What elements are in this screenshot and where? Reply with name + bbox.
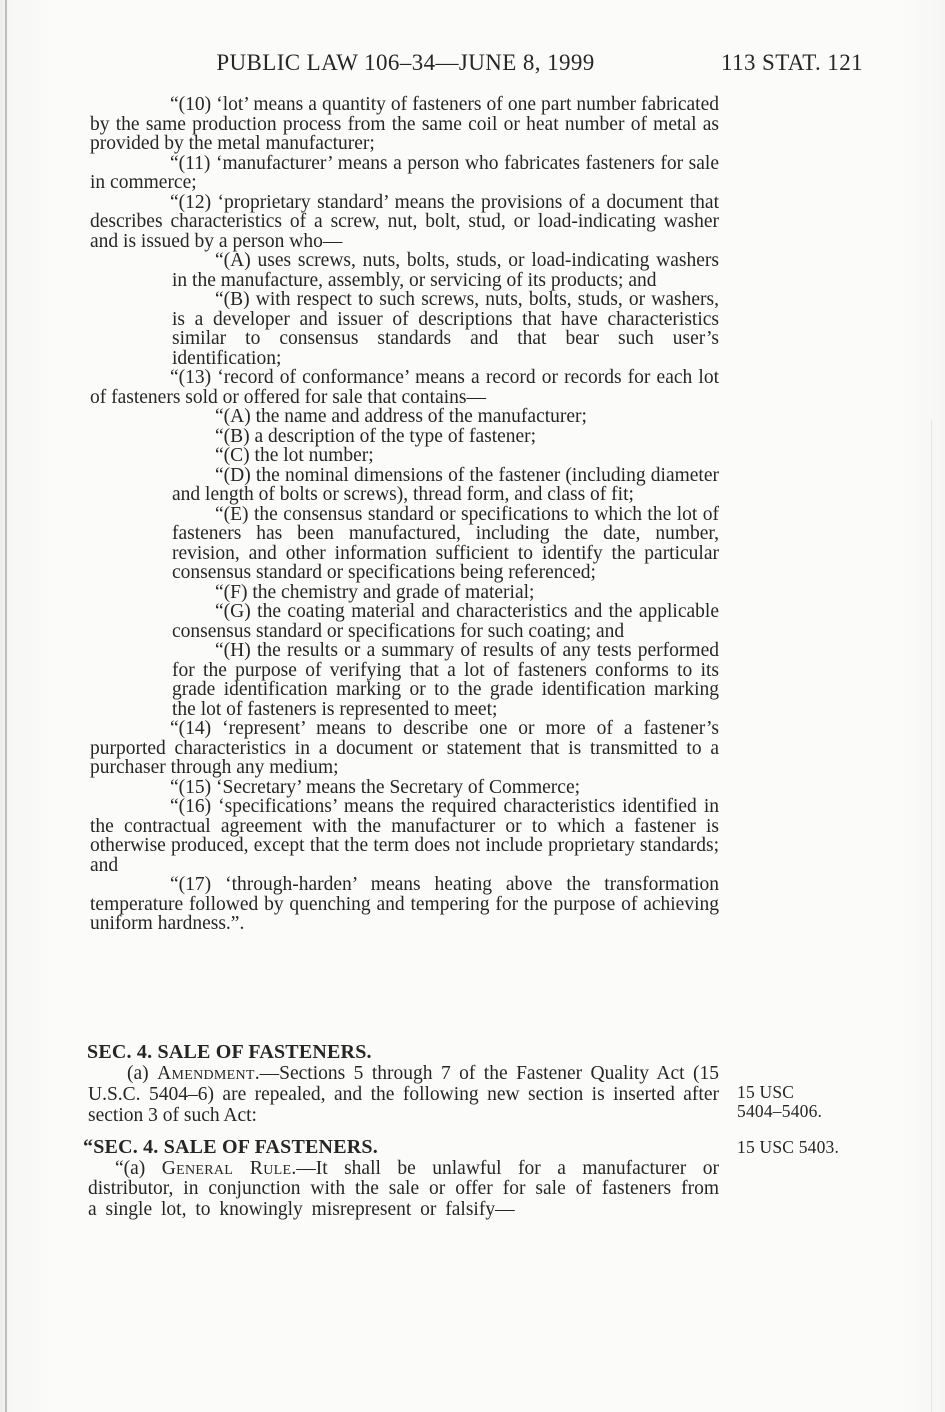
amendment-smallcaps-label: Amendment [157,1063,255,1084]
scan-edge-right [931,420,932,1412]
definitions-block [90,95,719,934]
definition-paragraph: “(A) uses screws, nuts, bolts, studs, or load-indicating washers in the manufacture, assembly, or servicing of its products; and [172,250,719,291]
definition-paragraph: “(13) ‘record of conformance’ means a record or records for each lot of fasteners sold or offered for sale that contains— [90,367,719,408]
general-rule-smallcaps-label: General Rule [161,1158,292,1179]
definition-paragraph: “(17) ‘through-harden’ means heating above the transformation temperature followed by quenching and tempering for the purpose of achieving uniform hardness.”. [90,874,719,934]
definition-paragraph: “(H) the results or a summary of results of any tests performed for the purpose of verifying that a lot of fasteners conforms to its grade identification marking or to the grade identification marking the lot of fasteners is represented to meet; [172,640,719,720]
definition-paragraph: “(A) the name and address of the manufacturer; [215,406,587,427]
definition-paragraph: “(B) with respect to such screws, nuts, bolts, studs, or washers, is a developer and issuer of descriptions that have characteristics similar to consensus standards and that bear such user’s identification; [172,289,719,369]
definition-paragraph: “(11) ‘manufacturer’ means a person who fabricates fasteners for sale in commerce; [90,152,719,193]
definition-paragraph: “(B) a description of the type of fastener; [215,425,537,447]
amendment-text: .—Sections 5 through 7 of the Fastener Quality Act (15 U.S.C. 5404–6) are repealed, and the following new section is inserted after section 3 of such Act: [88,1063,719,1126]
quoted-section-heading: “SEC. 4. SALE OF FASTENERS. [83,1136,378,1158]
margin-note-usc-5403 [737,1138,877,1157]
margin-note-usc-5404-5406 [737,1083,877,1120]
definition-paragraph: “(G) the coating material and characteristics and the applicable consensus standard or specifications for such coating; and [172,601,719,642]
header-law-title: PUBLIC LAW 106–34—JUNE 8, 1999 [216,50,595,75]
definition-paragraph: “(10) ‘lot’ means a quantity of fasteners of one part number fabricated by the same production process from the same coil or heat number of metal as provided by the metal manufacturer; [90,94,719,154]
definition-paragraph: “(14) ‘represent’ means to describe one or more of a fastener’s purported characteristics in a document or statement that is transmitted to a purchaser through any medium; [90,718,719,778]
general-rule-prefix: “(a) [115,1158,162,1179]
definition-paragraph: “(12) ‘proprietary standard’ means the provisions of a document that describes characteristics of a screw, nut, bolt, stud, or load-indicating washer and is issued by a person who— [90,191,719,252]
running-header [92,50,719,76]
definition-paragraph: “(F) the chemistry and grade of material; [215,581,535,603]
amendment-paragraph [88,1064,719,1126]
margin-note-line: 5404–5406. [737,1100,823,1121]
margin-note-line: 15 USC 5403. [737,1137,840,1157]
amendment-prefix: (a) [127,1063,158,1084]
header-stat-page: 113 STAT. 121 [721,50,863,75]
general-rule-text: .—It shall be unlawful for a manufacturer or distributor, in conjunction with the sale or offer for sale of fasteners from a single lot, to knowingly misrepresent or falsify— [88,1158,719,1220]
definition-paragraph: “(16) ‘specifications’ means the required characteristics identified in the contractual agreement with the manufacturer or to which a fastener is otherwise produced, except that the term does not include proprietary standards; and [90,796,719,876]
definition-paragraph: “(15) ‘Secretary’ means the Secretary of Commerce; [170,776,581,798]
section-heading: SEC. 4. SALE OF FASTENERS. [87,1041,372,1063]
general-rule-paragraph [88,1159,719,1220]
definition-paragraph: “(E) the consensus standard or specifications to which the lot of fasteners has been manufactured, including the date, number, revision, and other information sufficient to identify the particular consensus standard or specifications being referenced; [172,503,719,583]
margin-note-line: 15 USC [737,1082,795,1102]
definition-paragraph: “(C) the lot number; [215,445,374,466]
definition-paragraph: “(D) the nominal dimensions of the fastener (including diameter and length of bolts or screws), thread form, and class of fit; [172,464,719,505]
scan-edge-left [5,0,7,1412]
